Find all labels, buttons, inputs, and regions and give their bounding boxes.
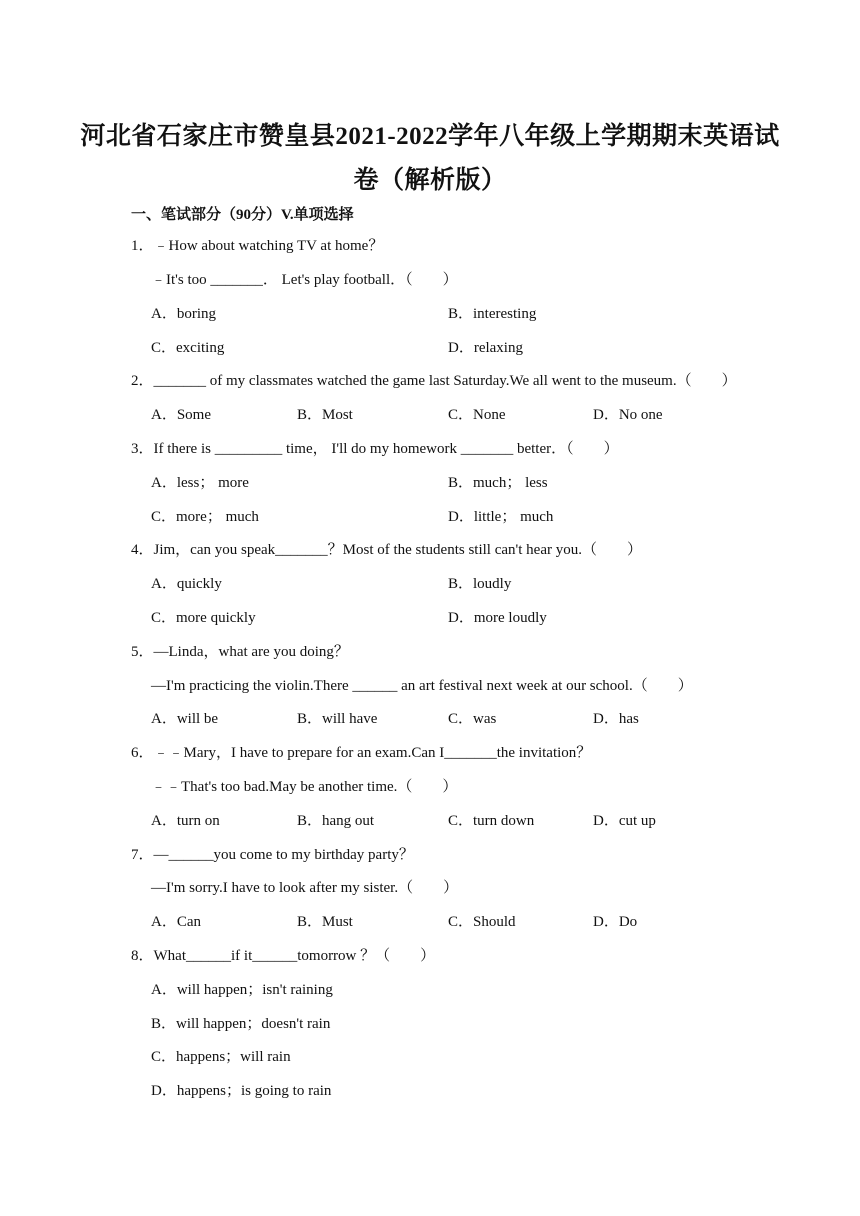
question-5-option-d: D．has	[593, 711, 639, 727]
question-1-option-a: A．boring	[151, 306, 216, 322]
question-6-option-a: A．turn on	[151, 813, 220, 829]
question-2-stem: 2．_______ of my classmates watched the game last Saturday.We all went to the museum.（ ）	[131, 373, 737, 389]
question-1-line-2: ﹣It's too _______． Let's play football．（ ）	[151, 272, 458, 288]
question-2-option-a: A．Some	[151, 407, 212, 423]
question-4-option-d: D．more loudly	[448, 610, 547, 626]
question-7-option-c: C．Should	[448, 914, 516, 930]
question-1-option-b: B．interesting	[448, 306, 537, 322]
question-3-option-a: A．less； more	[151, 475, 249, 491]
question-1-option-c: C．exciting	[151, 340, 225, 356]
question-5-option-b: B．will have	[297, 711, 378, 727]
question-1-option-d: D．relaxing	[448, 340, 523, 356]
question-3-option-b: B．much； less	[448, 475, 548, 491]
question-8-option-b: B．will happen；doesn't rain	[151, 1016, 331, 1032]
question-7-option-b: B．Must	[297, 914, 353, 930]
question-8-stem: 8．What______if it______tomorrow ？（ ）	[131, 948, 436, 964]
question-6-option-d: D．cut up	[593, 813, 656, 829]
question-2-option-b: B．Most	[297, 407, 353, 423]
question-6-line-2: ﹣﹣That's too bad.May be another time.（ ）	[151, 779, 458, 795]
question-2-option-c: C．None	[448, 407, 506, 423]
question-7-line-2: —I'm sorry.I have to look after my sister.（ ）	[151, 880, 459, 896]
question-3-option-c: C．more； much	[151, 509, 259, 525]
question-4-stem: 4．Jim，can you speak_______？Most of the students still can't hear you.（ ）	[131, 542, 642, 558]
question-6-option-c: C．turn down	[448, 813, 535, 829]
question-7-stem: 7．—______you come to my birthday party？	[131, 847, 414, 863]
question-4-option-b: B．loudly	[448, 576, 512, 592]
title-line-2: 卷（解析版）	[353, 167, 507, 194]
question-8-option-d: D．happens；is going to rain	[151, 1083, 332, 1099]
question-8-option-a: A．will happen；isn't raining	[151, 982, 333, 998]
question-2-option-d: D．No one	[593, 407, 663, 423]
question-4-option-a: A．quickly	[151, 576, 222, 592]
title-line-1: 河北省石家庄市赞皇县2021-2022学年八年级上学期期末英语试	[80, 123, 780, 150]
section-heading: 一、笔试部分（90分）V.单项选择	[131, 207, 354, 223]
question-5-option-a: A．will be	[151, 711, 219, 727]
question-6-option-b: B．hang out	[297, 813, 375, 829]
question-5-stem: 5．—Linda，what are you doing？	[131, 644, 349, 660]
question-5-option-c: C．was	[448, 711, 497, 727]
question-4-option-c: C．more quickly	[151, 610, 256, 626]
question-8-option-c: C．happens；will rain	[151, 1049, 291, 1065]
question-1-stem: 1．﹣How about watching TV at home？	[131, 238, 384, 254]
question-7-option-d: D．Do	[593, 914, 638, 930]
question-6-stem: 6．﹣﹣Mary，I have to prepare for an exam.Can I_______the invitation？	[131, 745, 592, 761]
question-5-line-2: —I'm practicing the violin.There ______ an art festival next week at our school.（ ）	[151, 678, 693, 694]
question-7-option-a: A．Can	[151, 914, 201, 930]
question-3-stem: 3．If there is _________ time， I'll do my homework _______ better．（ ）	[131, 441, 619, 457]
question-3-option-d: D．little； much	[448, 509, 554, 525]
